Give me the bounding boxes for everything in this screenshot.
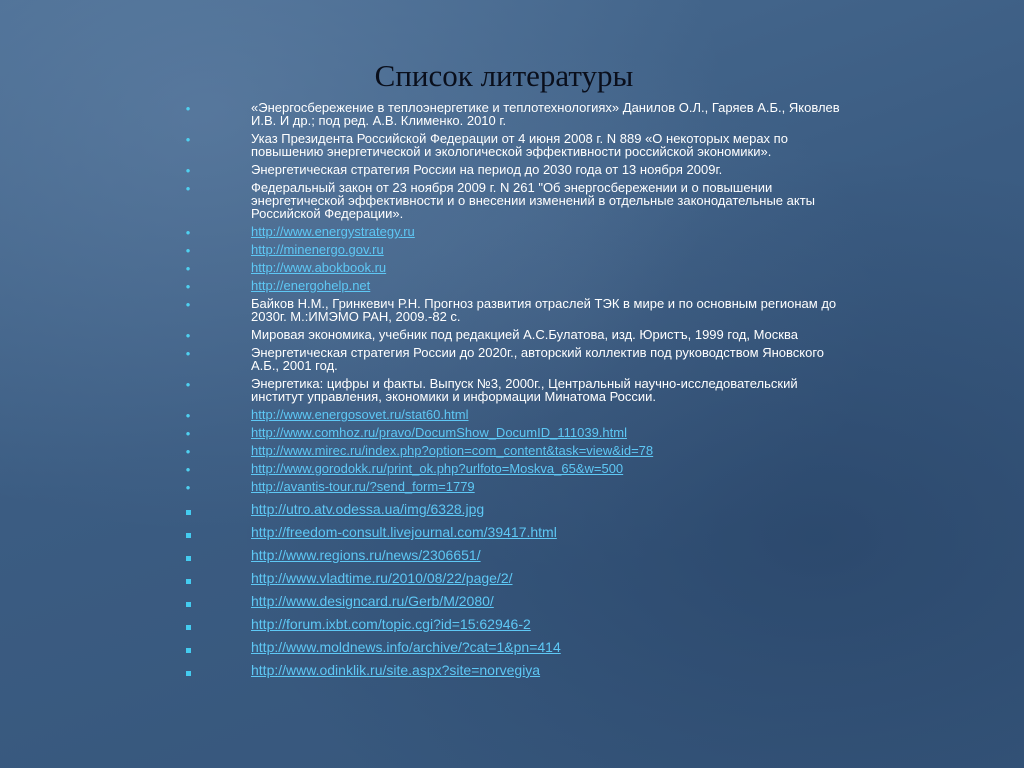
reference-text: Указ Президента Российской Федерации от 4 июня 2008 г. N 889 «О некоторых мерах по повышению энергетической и экологической эффективности российской экономики». — [251, 131, 788, 159]
list-item — [0, 641, 1024, 654]
reference-list — [0, 101, 1024, 677]
bullet-icon: • — [185, 408, 191, 423]
bullet-icon: • — [185, 181, 191, 196]
reference-link[interactable]: http://www.abokbook.ru — [251, 260, 387, 275]
reference-link[interactable]: http://www.energystrategy.ru — [251, 224, 415, 239]
list-item — [0, 664, 1024, 677]
reference-link[interactable]: http://www.designcard.ru/Gerb/M/2080/ — [251, 593, 494, 609]
list-item — [0, 462, 1024, 475]
reference-link[interactable]: http://www.odinklik.ru/site.aspx?site=norvegiya — [251, 662, 541, 678]
list-item — [0, 181, 1024, 220]
list-item — [0, 261, 1024, 274]
list-item — [0, 279, 1024, 292]
reference-link[interactable]: http://www.mirec.ru/index.php?option=com_content&task=view&id=78 — [251, 443, 654, 458]
list-item — [0, 480, 1024, 493]
square-bullet-icon — [186, 533, 191, 538]
list-item — [0, 595, 1024, 608]
bullet-icon: • — [185, 480, 191, 495]
bullet-icon: • — [185, 462, 191, 477]
list-item — [0, 101, 1024, 127]
list-item — [0, 297, 1024, 323]
reference-link[interactable]: http://freedom-consult.livejournal.com/39417.html — [251, 524, 557, 540]
bullet-icon: • — [185, 132, 191, 147]
list-item — [0, 377, 1024, 403]
bullet-icon: • — [185, 328, 191, 343]
square-bullet-icon — [186, 625, 191, 630]
square-bullet-icon — [186, 602, 191, 607]
bullet-icon: • — [185, 346, 191, 361]
bullet-icon: • — [185, 426, 191, 441]
list-item — [0, 526, 1024, 539]
square-bullet-icon — [186, 648, 191, 653]
list-item — [0, 503, 1024, 516]
square-bullet-icon — [186, 510, 191, 515]
reference-link[interactable]: http://avantis-tour.ru/?send_form=1779 — [251, 479, 475, 494]
reference-text: Мировая экономика, учебник под редакцией А.С.Булатова, изд. Юристъ, 1999 год, Москва — [251, 327, 798, 342]
bullet-icon: • — [185, 101, 191, 116]
reference-link[interactable]: http://www.gorodokk.ru/print_ok.php?urlfoto=Moskva_65&w=500 — [251, 461, 624, 476]
bullet-icon: • — [185, 163, 191, 178]
list-item — [0, 346, 1024, 372]
list-item — [0, 426, 1024, 439]
list-item — [0, 328, 1024, 341]
list-item — [0, 444, 1024, 457]
list-item — [0, 572, 1024, 585]
reference-link[interactable]: http://www.vladtime.ru/2010/08/22/page/2/ — [251, 570, 513, 586]
reference-link[interactable]: http://www.moldnews.info/archive/?cat=1&pn=414 — [251, 639, 561, 655]
list-item — [0, 225, 1024, 238]
list-item — [0, 243, 1024, 256]
reference-link[interactable]: http://www.regions.ru/news/2306651/ — [251, 547, 481, 563]
reference-text: Байков Н.М., Гринкевич Р.Н. Прогноз развития отраслей ТЭК в мире и по основным регионам до 2030г. М.:ИМЭМО РАН, 2009.-82 с. — [251, 296, 837, 324]
bullet-icon: • — [185, 243, 191, 258]
reference-link[interactable]: http://forum.ixbt.com/topic.cgi?id=15:62946-2 — [251, 616, 531, 632]
square-bullet-icon — [186, 671, 191, 676]
reference-text: Энергетическая стратегия России на период до 2030 года от 13 ноября 2009г. — [251, 162, 723, 177]
bullet-icon: • — [185, 444, 191, 459]
page-title: Список литературы — [374, 58, 634, 93]
bullet-icon: • — [185, 279, 191, 294]
list-item — [0, 163, 1024, 176]
list-item — [0, 132, 1024, 158]
reference-link[interactable]: http://utro.atv.odessa.ua/img/6328.jpg — [251, 501, 485, 517]
bullet-icon: • — [185, 225, 191, 240]
bullet-icon: • — [185, 297, 191, 312]
list-item — [0, 408, 1024, 421]
reference-link[interactable]: http://www.comhoz.ru/pravo/DocumShow_DocumID_111039.html — [251, 425, 627, 440]
reference-text: Федеральный закон от 23 ноября 2009 г. N 261 "Об энергосбережении и о повышении энергетической эффективности и о внесении изменений в отдельные законодательные акты Российской Федерации». — [251, 180, 816, 221]
list-item — [0, 549, 1024, 562]
reference-link[interactable]: http://minenergo.gov.ru — [251, 242, 384, 257]
reference-link[interactable]: http://www.energosovet.ru/stat60.html — [251, 407, 469, 422]
bullet-icon: • — [185, 377, 191, 392]
reference-text: «Энергосбережение в теплоэнергетике и теплотехнологиях» Данилов О.Л., Гаряев А.Б., Яковлев И.В. И др.; под ред. А.В. Клименко. 2010 г. — [251, 100, 840, 128]
reference-link[interactable]: http://energohelp.net — [251, 278, 371, 293]
square-bullet-icon — [186, 556, 191, 561]
reference-text: Энергетическая стратегия России до 2020г., авторский коллектив под руководством Яновского А.Б., 2001 год. — [251, 345, 825, 373]
reference-text: Энергетика: цифры и факты. Выпуск №3, 2000г., Центральный научно-исследовательский институт управления, экономики и информации Минатома России. — [251, 376, 798, 404]
square-bullet-icon — [186, 579, 191, 584]
list-item — [0, 618, 1024, 631]
bullet-icon: • — [185, 261, 191, 276]
